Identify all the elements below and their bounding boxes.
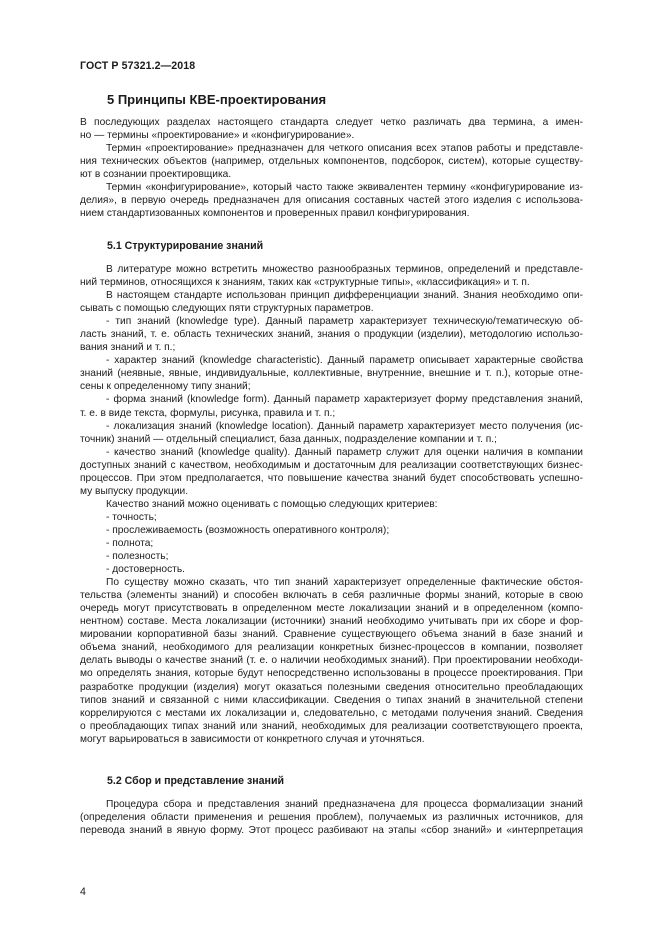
text-line: По существу можно сказать, что тип знаний характеризует определенные фактические обстоя-: [106, 577, 583, 589]
text-line: (определения области применения и решения проблем), получаемых из различных источников, для: [80, 812, 583, 824]
text-line: делия», в первую очередь предназначен для описания составных частей этого изделия с использова-: [80, 195, 583, 207]
text-line: коррелируются с местами их локализации и, следовательно, с методами получения знаний. Сведения: [80, 707, 583, 719]
text-line: ний терминов, относящихся к знаниям, таких как «структурные типы», «классификация» и т. п.: [80, 277, 530, 289]
text-line: - локализация знаний (knowledge location). Данный параметр характеризует место получения (ис-: [106, 420, 583, 432]
subsection-heading-5-2: 5.2 Сбор и представление знаний: [107, 775, 284, 787]
text-line: сены к определенному типу знаний;: [80, 381, 251, 393]
text-line: ласть знаний, т. е. область технических знаний, знания о продукции (изделии), методологию использо-: [80, 329, 583, 341]
text-line: - тип знаний (knowledge type). Данный параметр характеризует техническую/тематическую об-: [106, 316, 583, 328]
text-line: В настоящем стандарте использован принцип дифференциации знаний. Знания необходимо опи-: [106, 290, 583, 302]
text-line: т. е. в виде текста, формулы, рисунка, правила и т. п.;: [80, 407, 336, 419]
text-line: очередь могут присутствовать в определенном месте локализации знаний и в определенном (компо-: [80, 603, 583, 615]
text-line: могут варьироваться в зависимости от конкретного случая и уточняться.: [80, 733, 425, 745]
text-line: мо определять знания, которые будут непосредственно использованы в процессе проектирования. При: [80, 668, 583, 680]
text-line: точник) знаний — отдельный специалист, база данных, подразделение компании и т. п.;: [80, 433, 497, 445]
page-number: 4: [80, 886, 86, 898]
text-line: нентном) составе. Места локализации (источники) знаний необходимо учитывать при их сборе и фор-: [80, 616, 583, 628]
text-line: доступных знаний с качеством, необходимым и достаточным для реализации соответствующих бизнес-: [80, 459, 583, 471]
text-line: Процедура сбора и представления знаний предназначена для процесса формализации знаний: [106, 799, 583, 810]
text-line: - прослеживаемость (возможность оперативного контроля);: [106, 524, 390, 536]
text-line: - точность;: [106, 511, 157, 523]
text-line: делать выводы о качестве знаний (т. е. о наличии необходимых знаний). При проектировании необходи-: [80, 655, 583, 667]
text-line: - достоверность.: [106, 564, 185, 576]
text-line: нием стандартизованных компонентов и проверенных правил конфигурирования.: [80, 208, 470, 220]
text-line: знаний (неявные, явные, индивидуальные, коллективные, внутренние, внешние и т. п.), которые отне-: [80, 368, 583, 380]
paragraph-block-knowledge-collection: [80, 798, 583, 837]
text-line: сывать с помощью следующих пяти структурных параметров.: [80, 303, 374, 315]
text-line: процессов. При этом предполагается, что повышение качества знаний будет способствовать успешно-: [80, 472, 583, 484]
text-line: тельства (элементы знаний) и способен включать в себя различные формы знаний, которые в свою: [80, 590, 583, 602]
paragraph-block-intro: [80, 116, 583, 220]
text-line: типов знаний и связанной с ними классификации. Сведения о типах знаний в значительной степени: [80, 694, 583, 706]
subsection-heading-5-1: 5.1 Структурирование знаний: [107, 240, 264, 252]
text-line: - полезность;: [106, 551, 169, 563]
text-line: Качество знаний можно оценивать с помощью следующих критериев:: [106, 498, 438, 510]
text-line: - полнота;: [106, 537, 154, 549]
text-line: но — термины «проектирование» и «конфигурирование».: [80, 130, 355, 142]
text-line: мировании корпоративной базы знаний. Сравнение существующего объема знаний в базе знаний и: [80, 629, 583, 641]
text-line: - характер знаний (knowledge characteristic). Данный параметр описывает характерные свойства: [106, 355, 583, 367]
text-line: В последующих разделах настоящего стандарта следует четко различать два термина, а имен-: [80, 117, 583, 128]
text-line: вания знаний и т. п.;: [80, 342, 176, 354]
text-line: ют в сознании проектировщика.: [80, 169, 232, 181]
text-line: разработке продукции (изделия) могут оказаться полезными сведения относительно преобладающих: [80, 681, 583, 693]
text-line: В литературе можно встретить множество разнообразных терминов, определений и представле-: [106, 264, 583, 275]
text-line: Термин «проектирование» предназначен для четкого описания всех этапов работы и представле-: [106, 143, 583, 155]
section-title: 5 Принципы КВЕ-проектирования: [107, 92, 327, 107]
text-line: - качество знаний (knowledge quality). Данный параметр служит для оценки наличия в компании: [106, 446, 583, 458]
text-line: Термин «конфигурирование», который часто также эквивалентен термину «конфигурирование из-: [106, 182, 583, 194]
document-header: ГОСТ Р 57321.2—2018: [80, 60, 196, 72]
text-line: ния технических объектов (например, отдельных компонентов, подсборок, систем), которые существу-: [80, 156, 583, 168]
text-line: му выпуску продукции.: [80, 485, 189, 497]
text-line: объема знаний, необходимого для реализации конкретных бизнес-процессов в компании, позволяет: [80, 642, 583, 654]
text-line: - форма знаний (knowledge form). Данный параметр характеризует форму представления знаний,: [106, 394, 583, 406]
paragraph-block-knowledge-structuring: [80, 263, 583, 746]
text-line: о преобладающих типах знаний или знаний, необходимых для реализации соответствующего проекта,: [80, 720, 583, 732]
text-line: перевода знаний в явную форму. Этот процесс разбивают на этапы «сбор знаний» и «интерпретация: [80, 825, 583, 837]
